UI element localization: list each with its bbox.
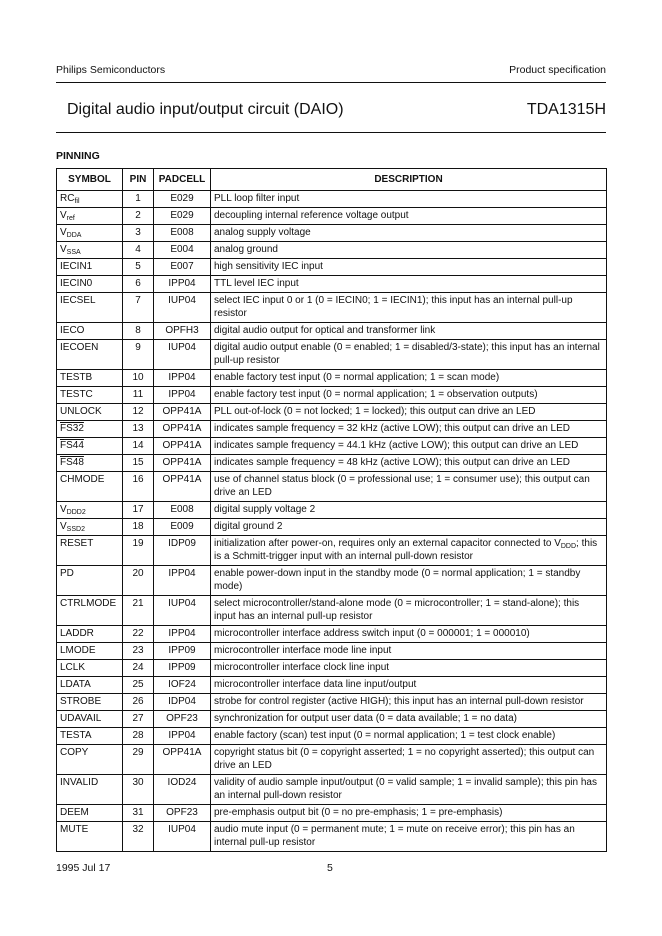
pin-description	[211, 626, 607, 643]
table-row	[57, 323, 607, 340]
pin-description	[211, 242, 607, 259]
part-number: TDA1315H	[526, 101, 606, 118]
table-header-row	[57, 169, 607, 191]
table-row	[57, 677, 607, 694]
pin-description-text: enable power-down input in the standby mode (0 = normal application; 1 = standby mode)	[214, 568, 581, 592]
pin-padcell: OPP41A	[154, 455, 211, 472]
pin-padcell: IPP04	[154, 626, 211, 643]
pin-symbol-text: FS48	[60, 457, 84, 468]
table-row	[57, 502, 607, 519]
table-row	[57, 293, 607, 323]
pinning-table	[56, 168, 607, 852]
pin-number: 31	[123, 805, 154, 822]
header-rule	[56, 82, 606, 83]
table-row	[57, 566, 607, 596]
pin-symbol	[57, 711, 123, 728]
table-row	[57, 404, 607, 421]
pin-description-text: TTL level IEC input	[214, 278, 299, 289]
pin-symbol-text: V	[60, 227, 67, 238]
pin-symbol	[57, 822, 123, 852]
pin-number: 26	[123, 694, 154, 711]
pin-description	[211, 566, 607, 596]
pin-padcell: IOF24	[154, 677, 211, 694]
table-row	[57, 711, 607, 728]
pin-description-text: microcontroller interface mode line input	[214, 645, 392, 656]
pin-description	[211, 805, 607, 822]
pin-padcell: OPFH3	[154, 323, 211, 340]
page-title: Digital audio input/output circuit (DAIO)	[67, 101, 344, 118]
pin-number: 32	[123, 822, 154, 852]
pin-number: 14	[123, 438, 154, 455]
pin-symbol	[57, 660, 123, 677]
pin-number: 9	[123, 340, 154, 370]
pin-symbol-text: LDATA	[60, 679, 91, 690]
pin-padcell: IDP04	[154, 694, 211, 711]
pin-number: 8	[123, 323, 154, 340]
pin-padcell: E007	[154, 259, 211, 276]
table-row	[57, 455, 607, 472]
pin-symbol-text: COPY	[60, 747, 89, 758]
pin-symbol	[57, 370, 123, 387]
pin-symbol	[57, 694, 123, 711]
pin-description-text: microcontroller interface data line input/output	[214, 679, 417, 690]
pin-description	[211, 694, 607, 711]
pin-description	[211, 745, 607, 775]
pin-description	[211, 472, 607, 502]
pin-symbol	[57, 455, 123, 472]
pin-symbol	[57, 502, 123, 519]
table-row	[57, 626, 607, 643]
pin-description-text: strobe for control register (active HIGH); this input has an internal pull-down resistor	[214, 696, 584, 707]
table-row	[57, 519, 607, 536]
pin-description	[211, 225, 607, 242]
pin-padcell: E008	[154, 225, 211, 242]
pin-description-text: indicates sample frequency = 44.1 kHz (active LOW); this output can drive an LED	[214, 440, 579, 451]
pin-description-tail: ; this is a Schmitt-trigger input with an internal pull-down resistor	[214, 538, 598, 562]
pin-description-text: copyright status bit (0 = copyright asserted; 1 = no copyright asserted); this output can drive an LED	[214, 747, 595, 771]
pin-number: 30	[123, 775, 154, 805]
pin-padcell: OPF23	[154, 711, 211, 728]
column-header-description: DESCRIPTION	[211, 169, 607, 191]
table-row	[57, 225, 607, 242]
pin-description-text: validity of audio sample input/output (0 = valid sample; 1 = invalid sample); this pin has an internal pull-down resistor	[214, 777, 597, 801]
pin-description	[211, 323, 607, 340]
pin-description	[211, 455, 607, 472]
table-row	[57, 728, 607, 745]
table-row	[57, 276, 607, 293]
pin-description-text: decoupling internal reference voltage output	[214, 210, 409, 221]
pin-description	[211, 519, 607, 536]
pin-symbol-subscript: ref	[66, 215, 75, 222]
company-name: Philips Semiconductors	[56, 64, 166, 76]
pin-description	[211, 404, 607, 421]
pin-description-text: enable factory test input (0 = normal application; 1 = scan mode)	[214, 372, 500, 383]
pin-symbol	[57, 596, 123, 626]
table-row	[57, 643, 607, 660]
pin-description-text: digital audio output enable (0 = enabled; 1 = disabled/3-state); this input has an internal pull-up resistor	[214, 342, 600, 366]
pin-symbol-subscript: fil	[74, 198, 80, 205]
pin-symbol	[57, 225, 123, 242]
pin-symbol-subscript: SSD2	[66, 526, 85, 533]
pin-symbol-text: V	[60, 244, 67, 255]
table-row	[57, 242, 607, 259]
pin-description-text: PLL out-of-lock (0 = not locked; 1 = locked); this output can drive an LED	[214, 406, 536, 417]
pin-symbol	[57, 643, 123, 660]
pin-symbol-text: INVALID	[60, 777, 99, 788]
pin-symbol	[57, 340, 123, 370]
pin-symbol-text: V	[60, 504, 67, 515]
pin-number: 4	[123, 242, 154, 259]
pin-symbol-text: IECOEN	[60, 342, 99, 353]
pin-symbol-text: TESTB	[60, 372, 93, 383]
pin-symbol	[57, 566, 123, 596]
pin-description-subscript: DDD	[560, 543, 577, 550]
pin-number: 29	[123, 745, 154, 775]
pin-description	[211, 421, 607, 438]
pin-number: 1	[123, 191, 154, 208]
pin-number: 24	[123, 660, 154, 677]
pin-padcell: IPP04	[154, 566, 211, 596]
pin-description-text: enable factory test input (0 = normal application; 1 = observation outputs)	[214, 389, 538, 400]
pin-symbol-text: IECIN1	[60, 261, 93, 272]
pin-number: 17	[123, 502, 154, 519]
pin-padcell: E004	[154, 242, 211, 259]
pin-description-text: indicates sample frequency = 32 kHz (active LOW); this output can drive an LED	[214, 423, 571, 434]
pin-symbol	[57, 728, 123, 745]
pin-padcell: OPP41A	[154, 404, 211, 421]
pin-description-text: select IEC input 0 or 1 (0 = IECIN0; 1 = IECIN1); this input has an internal pull-up resistor	[214, 295, 573, 319]
column-header-symbol: SYMBOL	[57, 169, 123, 191]
pin-symbol	[57, 191, 123, 208]
pin-padcell: IPP04	[154, 728, 211, 745]
pin-symbol-subscript: DDD2	[66, 509, 86, 516]
footer-date: 1995 Jul 17	[56, 862, 111, 874]
pin-description-text: select microcontroller/stand-alone mode (0 = microcontroller; 1 = stand-alone); this input has an internal pull-up resistor	[214, 598, 580, 622]
pin-padcell: E029	[154, 191, 211, 208]
pin-symbol	[57, 472, 123, 502]
pin-description	[211, 370, 607, 387]
pin-description	[211, 596, 607, 626]
pin-description	[211, 536, 607, 566]
column-header-pin: PIN	[123, 169, 154, 191]
pin-number: 12	[123, 404, 154, 421]
pin-symbol	[57, 242, 123, 259]
pin-symbol-text: DEEM	[60, 807, 89, 818]
table-row	[57, 596, 607, 626]
pin-description-text: digital supply voltage 2	[214, 504, 316, 515]
pin-number: 20	[123, 566, 154, 596]
pin-description	[211, 208, 607, 225]
pin-symbol	[57, 677, 123, 694]
pin-symbol-text: IECIN0	[60, 278, 93, 289]
section-heading: PINNING	[56, 150, 100, 162]
pin-padcell: E009	[154, 519, 211, 536]
pin-description-text: digital audio output for optical and transformer link	[214, 325, 436, 336]
pin-padcell: IPP04	[154, 276, 211, 293]
pin-symbol	[57, 536, 123, 566]
pin-number: 15	[123, 455, 154, 472]
pin-description-text: microcontroller interface clock line input	[214, 662, 390, 673]
pin-description	[211, 259, 607, 276]
pin-number: 28	[123, 728, 154, 745]
pin-description	[211, 502, 607, 519]
pin-padcell: IUP04	[154, 596, 211, 626]
pin-padcell: IPP04	[154, 387, 211, 404]
pin-description-text: synchronization for output user data (0 = data available; 1 = no data)	[214, 713, 517, 724]
pin-symbol	[57, 626, 123, 643]
pin-description	[211, 677, 607, 694]
pin-description	[211, 711, 607, 728]
pin-symbol	[57, 775, 123, 805]
pin-description	[211, 775, 607, 805]
pin-padcell: IUP04	[154, 293, 211, 323]
column-header-padcell: PADCELL	[154, 169, 211, 191]
pin-number: 21	[123, 596, 154, 626]
pin-number: 19	[123, 536, 154, 566]
table-row	[57, 745, 607, 775]
pin-padcell: IPP04	[154, 370, 211, 387]
pin-padcell: OPP41A	[154, 472, 211, 502]
pin-padcell: IPP09	[154, 660, 211, 677]
page-number: 5	[327, 862, 333, 874]
table-row	[57, 822, 607, 852]
pin-symbol-text: LCLK	[60, 662, 86, 673]
pin-number: 2	[123, 208, 154, 225]
pin-description	[211, 387, 607, 404]
pin-number: 22	[123, 626, 154, 643]
pin-symbol-text: RESET	[60, 538, 94, 549]
pin-symbol-text: CHMODE	[60, 474, 105, 485]
pin-symbol	[57, 208, 123, 225]
pin-symbol-text: MUTE	[60, 824, 89, 835]
table-row	[57, 208, 607, 225]
pin-description	[211, 438, 607, 455]
pin-description	[211, 660, 607, 677]
pin-number: 16	[123, 472, 154, 502]
pin-number: 27	[123, 711, 154, 728]
table-row	[57, 694, 607, 711]
pin-padcell: OPP41A	[154, 745, 211, 775]
pin-padcell: OPF23	[154, 805, 211, 822]
pin-symbol	[57, 276, 123, 293]
pin-description-text: audio mute input (0 = permanent mute; 1 = mute on receive error); this pin has an internal pull-up resistor	[214, 824, 575, 848]
pin-description	[211, 293, 607, 323]
pin-description-text: PLL loop filter input	[214, 193, 300, 204]
pin-description	[211, 276, 607, 293]
pin-padcell: IDP09	[154, 536, 211, 566]
pin-description-text: enable factory (scan) test input (0 = normal application; 1 = test clock enable)	[214, 730, 556, 741]
pin-number: 11	[123, 387, 154, 404]
pin-symbol-text: CTRLMODE	[60, 598, 117, 609]
pin-symbol	[57, 323, 123, 340]
table-row	[57, 340, 607, 370]
table-row	[57, 191, 607, 208]
pin-number: 6	[123, 276, 154, 293]
pin-number: 3	[123, 225, 154, 242]
pin-symbol	[57, 259, 123, 276]
pin-description-text: analog supply voltage	[214, 227, 311, 238]
pin-description-text: pre-emphasis output bit (0 = no pre-emphasis; 1 = pre-emphasis)	[214, 807, 503, 818]
table-row	[57, 536, 607, 566]
pin-symbol-text: RC	[60, 193, 75, 204]
table-row	[57, 472, 607, 502]
pin-padcell: IUP04	[154, 340, 211, 370]
pin-symbol-text: FS32	[60, 423, 84, 434]
pin-symbol	[57, 805, 123, 822]
pin-symbol-text: FS44	[60, 440, 84, 451]
pin-symbol-text: IECO	[60, 325, 85, 336]
pin-symbol-text: STROBE	[60, 696, 102, 707]
pin-symbol	[57, 293, 123, 323]
pin-symbol-text: UNLOCK	[60, 406, 102, 417]
pin-description-text: digital ground 2	[214, 521, 283, 532]
pin-padcell: E029	[154, 208, 211, 225]
table-row	[57, 259, 607, 276]
pin-symbol-text: LADDR	[60, 628, 94, 639]
table-row	[57, 370, 607, 387]
pin-symbol-text: UDAVAIL	[60, 713, 102, 724]
pin-symbol-text: V	[60, 521, 67, 532]
pin-number: 5	[123, 259, 154, 276]
pin-description-text: high sensitivity IEC input	[214, 261, 323, 272]
pin-padcell: IOD24	[154, 775, 211, 805]
pin-symbol-subscript: DDA	[66, 232, 82, 239]
pin-number: 7	[123, 293, 154, 323]
table-row	[57, 775, 607, 805]
table-row	[57, 421, 607, 438]
pin-number: 23	[123, 643, 154, 660]
pin-padcell: E008	[154, 502, 211, 519]
document-type: Product specification	[509, 64, 606, 76]
pin-padcell: IPP09	[154, 643, 211, 660]
pin-symbol	[57, 421, 123, 438]
pin-description-text: indicates sample frequency = 48 kHz (active LOW); this output can drive an LED	[214, 457, 571, 468]
pin-description-text: use of channel status block (0 = professional use; 1 = consumer use); this output can drive an LED	[214, 474, 590, 498]
pin-number: 10	[123, 370, 154, 387]
pin-symbol-text: V	[60, 210, 67, 221]
pin-description	[211, 191, 607, 208]
pin-description	[211, 340, 607, 370]
pin-number: 25	[123, 677, 154, 694]
pin-symbol-text: LMODE	[60, 645, 96, 656]
table-row	[57, 660, 607, 677]
pin-description	[211, 728, 607, 745]
table-row	[57, 438, 607, 455]
pin-symbol-text: TESTA	[60, 730, 92, 741]
pin-symbol-subscript: SSA	[66, 249, 81, 256]
pinning-table-body	[57, 191, 607, 852]
pin-symbol	[57, 404, 123, 421]
pin-number: 13	[123, 421, 154, 438]
pin-number: 18	[123, 519, 154, 536]
table-row	[57, 387, 607, 404]
pin-symbol	[57, 387, 123, 404]
pin-padcell: OPP41A	[154, 421, 211, 438]
pin-symbol	[57, 438, 123, 455]
pin-symbol-text: TESTC	[60, 389, 93, 400]
pin-description-text: analog ground	[214, 244, 278, 255]
pin-symbol-text: IECSEL	[60, 295, 96, 306]
table-row	[57, 805, 607, 822]
pin-description-text: initialization after power-on, requires only an external capacitor connected to V	[214, 538, 561, 549]
pin-symbol-text: PD	[60, 568, 74, 579]
pin-symbol	[57, 745, 123, 775]
pin-padcell: IUP04	[154, 822, 211, 852]
pin-description	[211, 643, 607, 660]
pin-description	[211, 822, 607, 852]
title-rule	[56, 132, 606, 133]
pin-symbol	[57, 519, 123, 536]
pin-padcell: OPP41A	[154, 438, 211, 455]
pin-description-text: microcontroller interface address switch input (0 = 000001; 1 = 000010)	[214, 628, 530, 639]
